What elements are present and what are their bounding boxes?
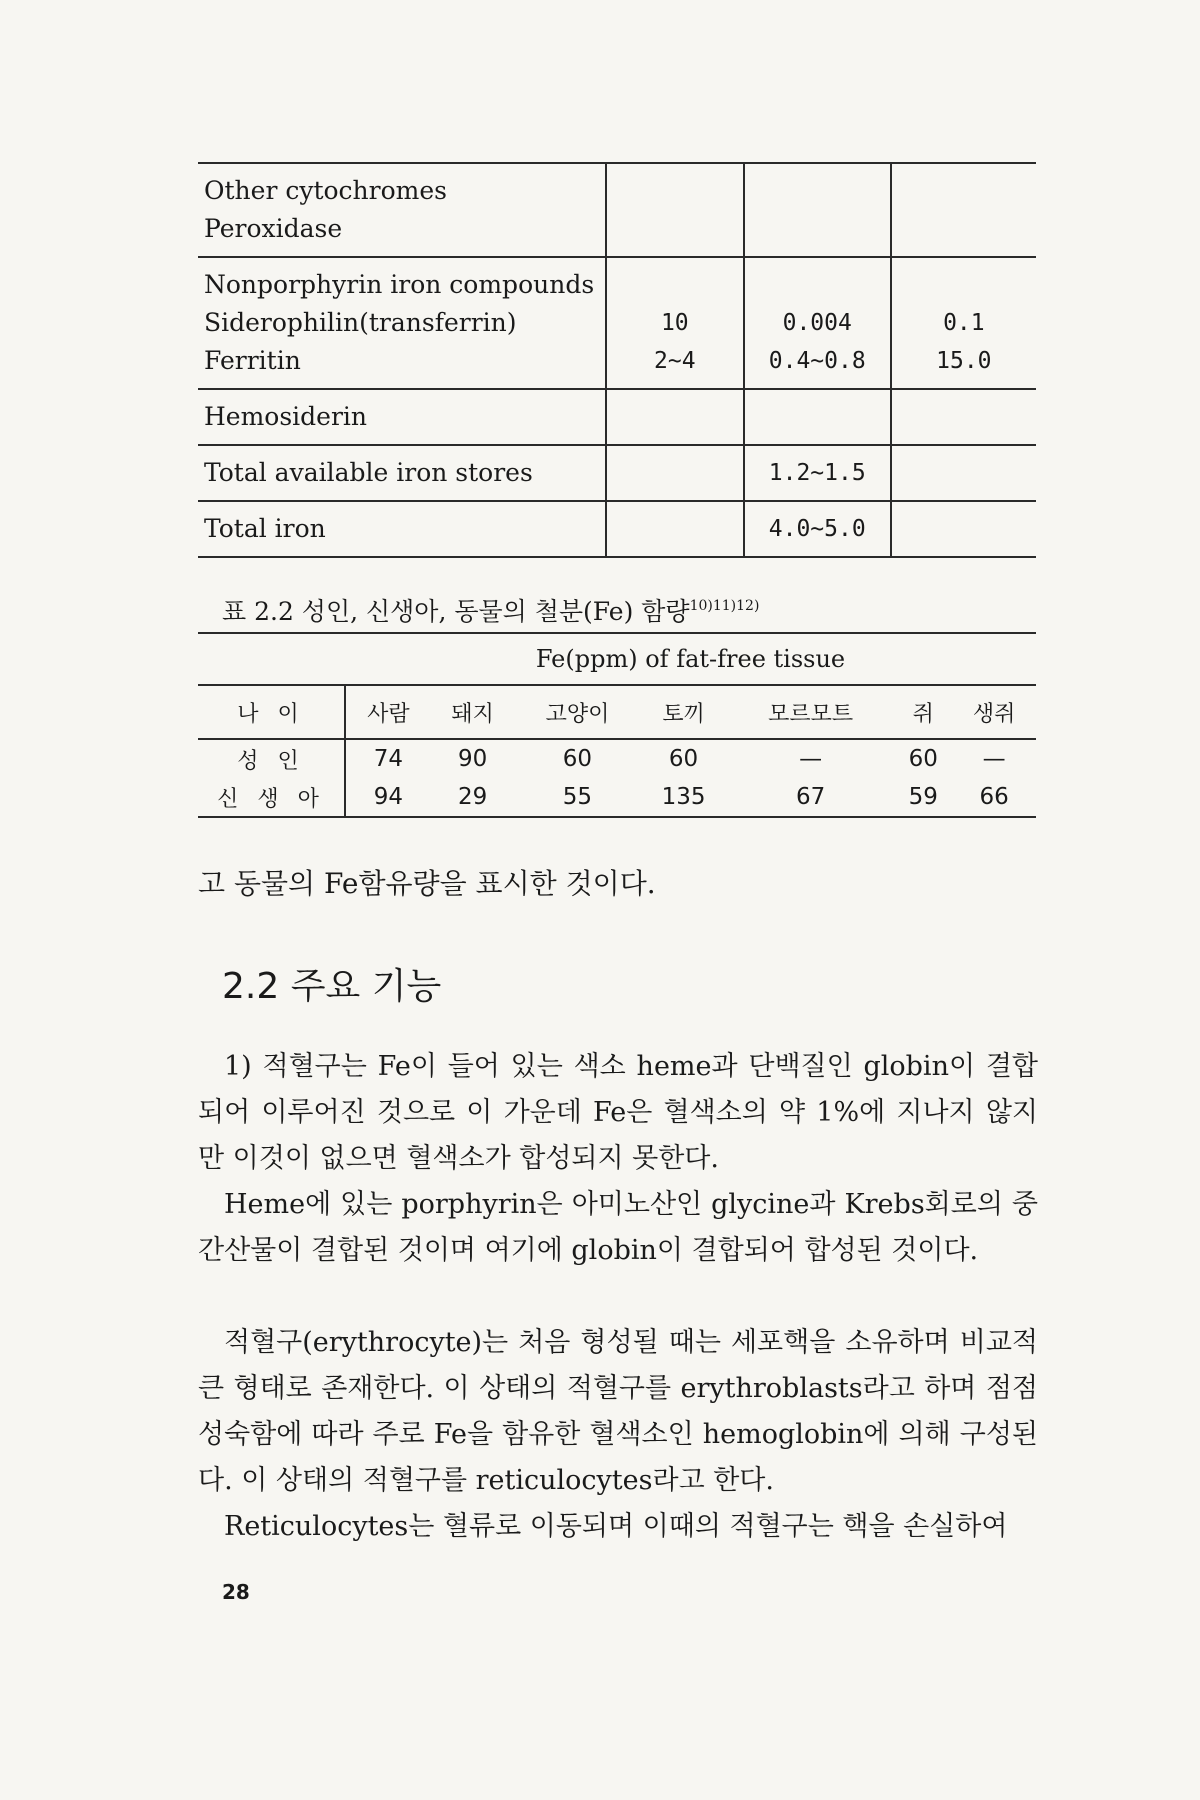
compound-name-cell [198,389,606,445]
value-cell-1-line [607,172,743,210]
value-cell-1-line: 2~4 [654,348,696,374]
value-cell-2-line: 4.0~5.0 [768,516,866,542]
value-cell-1-line [607,210,743,248]
paragraph-2: Heme에 있는 porphyrin은 아미노산인 glycine과 Krebs회로의 중간산물이 결합된 것이며 여기에 globin이 결합되어 합성된 것이다. [198,1189,1038,1266]
value-cell-1 [606,163,744,257]
fe-value-cell: 67 [727,778,895,817]
empty-corner-cell [198,633,345,685]
table2-row [198,778,1036,817]
compound-name-cell [198,257,606,389]
fe-value-cell: 66 [952,778,1036,817]
iron-compounds-table [198,162,1036,558]
paragraph-4: Reticulocytes는 혈류로 이동되며 이때의 적혈구는 핵을 손실하여 [224,1511,1008,1542]
table1-row [198,501,1036,557]
value-cell-1-line [607,398,743,436]
value-cell-3-line [892,510,1036,548]
caption-text: 표 2.2 성인, 신생아, 동물의 철분(Fe) 함량 [222,597,690,626]
fe-value-cell: 55 [515,778,641,817]
value-cell-3-line [892,266,1036,304]
fe-value-cell: — [982,746,1006,772]
value-cell-3 [891,445,1036,501]
table1-row [198,163,1036,257]
species-header: 생쥐 [952,685,1036,739]
value-cell-1 [606,501,744,557]
value-cell-3 [891,501,1036,557]
value-cell-2 [744,501,891,557]
spanning-header: Fe(ppm) of fat-free tissue [345,633,1036,685]
value-cell-1-line [607,454,743,492]
value-cell-3-line [892,398,1036,436]
compound-name-cell-line: Other cytochromes [204,176,447,205]
value-cell-2-line: 0.4~0.8 [768,348,866,374]
compound-name-cell [198,501,606,557]
table2-row [198,739,1036,778]
fe-value-cell: 94 [345,778,431,817]
fe-value-cell: 135 [640,778,727,817]
value-cell-3-line: 0.1 [943,310,985,336]
value-cell-2-line: 0.004 [782,310,852,336]
value-cell-1-line: 10 [660,310,689,336]
value-cell-1 [606,389,744,445]
table1-row [198,389,1036,445]
compound-name-cell-line: Siderophilin(transferrin) [204,308,517,337]
species-header: 모르모트 [727,685,895,739]
value-cell-2 [744,445,891,501]
species-header: 사람 [345,685,431,739]
fe-value-cell: — [799,746,823,772]
value-cell-1 [606,257,744,389]
column-header-row [198,685,1036,739]
fe-value-cell: 60 [562,746,593,772]
fe-value-cell: 60 [908,746,938,772]
compound-name-cell [198,445,606,501]
age-label: 성 인 [198,739,345,778]
compound-name-cell-line: Hemosiderin [204,402,368,431]
species-header: 고양이 [515,685,641,739]
value-cell-3-line [892,454,1036,492]
compound-name-cell [198,163,606,257]
species-header: 돼지 [431,685,515,739]
value-cell-2-line [745,210,890,248]
age-header: 나 이 [198,685,345,739]
fe-value-cell: 29 [431,778,515,817]
fe-value-cell: 60 [668,746,699,772]
value-cell-3 [891,389,1036,445]
compound-name-cell-line: Ferritin [204,346,301,375]
page-number: 28 [222,1580,250,1604]
section-heading: 2.2 주요 기능 [222,966,442,1007]
compound-name-cell-line: Total available iron stores [204,458,533,487]
value-cell-2-line [745,266,890,304]
table1-row [198,257,1036,389]
compound-name-cell-line: Peroxidase [204,214,343,243]
value-cell-2-line [745,398,890,436]
caption-references: 10)11)12) [689,598,760,614]
value-cell-1 [606,445,744,501]
compound-name-cell-line: Nonporphyrin iron compounds [204,270,595,299]
value-cell-2-line [745,172,890,210]
value-cell-2 [744,389,891,445]
species-header: 토끼 [640,685,727,739]
value-cell-3 [891,163,1036,257]
spanning-header-row [198,633,1036,685]
table1-row [198,445,1036,501]
continuation-line: 고 동물의 Fe함유량을 표시한 것이다. [198,867,656,900]
value-cell-3-line [892,210,1036,248]
value-cell-3 [891,257,1036,389]
age-label: 신 생 아 [198,778,345,817]
value-cell-3-line: 15.0 [936,348,992,374]
value-cell-2 [744,163,891,257]
value-cell-2 [744,257,891,389]
fe-content-table [198,632,1036,818]
fe-value-cell: 74 [373,746,404,772]
paragraph-3: 적혈구(erythrocyte)는 처음 형성될 때는 세포핵을 소유하며 비교적 큰 형태로 존재한다. 이 상태의 적혈구를 erythroblasts라고 하며 점점 성숙함에 따라 주로 Fe을 함유한 혈색소인 hemoglobin에 의해 구성된다. 이 상태의 적혈구를 reticulocytes라고 한다. [198,1327,1038,1496]
fe-value-cell: 90 [458,746,488,772]
value-cell-1-line [607,266,743,304]
value-cell-3-line [892,172,1036,210]
species-header: 쥐 [894,685,952,739]
fe-value-cell: 59 [894,778,952,817]
value-cell-1-line [607,510,743,548]
paragraph-1: 1) 적혈구는 Fe이 들어 있는 색소 heme과 단백질인 globin이 결합되어 이루어진 것으로 이 가운데 Fe은 혈색소의 약 1%에 지나지 않지만 이것이 없으면 혈색소가 합성되지 못한다. [198,1051,1038,1174]
table-caption [222,592,759,628]
value-cell-2-line: 1.2~1.5 [768,460,866,486]
compound-name-cell-line: Total iron [204,514,326,543]
